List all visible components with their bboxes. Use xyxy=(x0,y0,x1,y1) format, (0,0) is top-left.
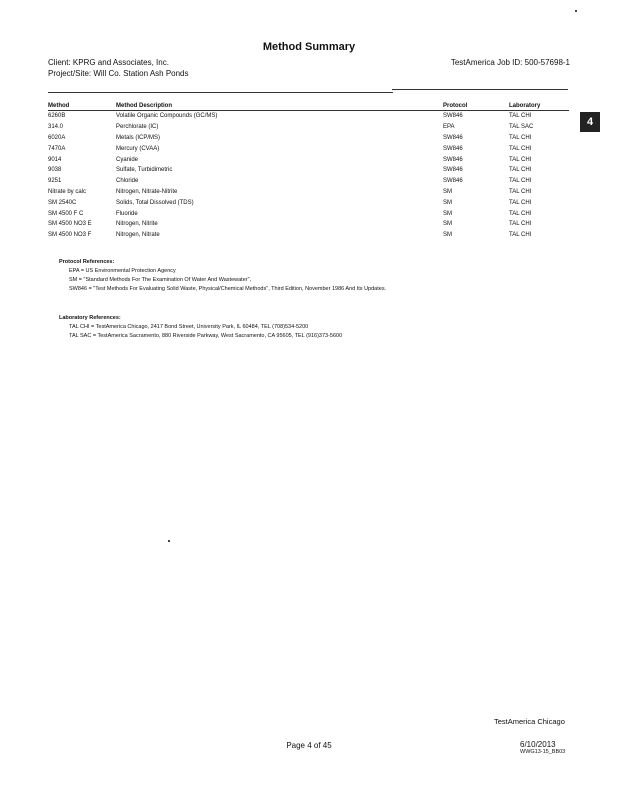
laboratory-cell: TAL CHI xyxy=(509,232,532,239)
laboratory-cell: TAL CHI xyxy=(509,113,532,120)
method-cell: 6020A xyxy=(48,134,66,141)
laboratory-cell: TAL CHI xyxy=(509,178,532,185)
protocol-cell: SM xyxy=(443,188,452,195)
page-number: Page 4 of 45 xyxy=(286,741,332,750)
protocol-cell: SM xyxy=(443,210,452,217)
protocol-cell: SW846 xyxy=(443,167,463,174)
footer-code: WWG13-15_BB03 xyxy=(520,749,566,755)
protocol-cell: SW846 xyxy=(443,134,463,141)
method-cell: Nitrate by calc xyxy=(48,188,87,195)
project-line: Project/Site: Will Co. Station Ash Ponds xyxy=(48,69,189,78)
table-row xyxy=(48,154,569,165)
laboratory-cell: TAL CHI xyxy=(509,145,532,152)
method-cell: 9251 xyxy=(48,178,62,185)
protocol-references-heading: Protocol References: xyxy=(59,259,115,265)
job-id: TestAmerica Job ID: 500-57698-1 xyxy=(450,58,570,67)
description-cell: Nitrogen, Nitrate-Nitrite xyxy=(116,188,178,195)
method-table xyxy=(48,102,569,241)
protocol-cell: SW846 xyxy=(443,156,463,163)
protocol-cell: SM xyxy=(443,221,452,228)
laboratory-cell: TAL CHI xyxy=(509,210,532,217)
table-row xyxy=(48,187,569,198)
footer-lab-name: TestAmerica Chicago xyxy=(494,717,565,726)
method-cell: 9038 xyxy=(48,167,62,174)
protocol-reference-item: SM = "Standard Methods For The Examination Of Water And Wastewater", xyxy=(69,277,252,283)
page-title: Method Summary xyxy=(262,41,356,53)
description-cell: Solids, Total Dissolved (TDS) xyxy=(116,199,194,206)
description-cell: Fluoride xyxy=(116,210,138,217)
table-row xyxy=(48,122,569,133)
description-cell: Chloride xyxy=(116,178,139,185)
description-cell: Sulfate, Turbidimetric xyxy=(116,167,173,174)
method-cell: SM 4500 NO3 F xyxy=(48,232,92,239)
table-row xyxy=(48,165,569,176)
protocol-references xyxy=(59,259,386,292)
method-cell: SM 2540C xyxy=(48,199,77,206)
table-row xyxy=(48,143,569,154)
method-cell: 6260B xyxy=(48,113,66,120)
table-row xyxy=(48,208,569,219)
laboratory-references xyxy=(59,315,342,339)
table-row xyxy=(48,111,569,122)
table-row xyxy=(48,197,569,208)
table-row xyxy=(48,133,569,144)
table-row xyxy=(48,176,569,187)
method-cell: SM 4500 F C xyxy=(48,210,84,217)
method-cell: 9014 xyxy=(48,156,62,163)
section-tab: 4 xyxy=(580,112,600,132)
protocol-reference-item: EPA = US Environmental Protection Agency xyxy=(69,268,176,274)
laboratory-cell: TAL CHI xyxy=(509,134,532,141)
laboratory-cell: TAL SAC xyxy=(509,124,534,131)
protocol-cell: EPA xyxy=(443,124,455,131)
protocol-reference-item: SW846 = "Test Methods For Evaluating Solid Waste, Physical/Chemical Methods", Third Edition, November 1986 And Its Updates. xyxy=(69,286,387,292)
laboratory-cell: TAL CHI xyxy=(509,167,532,174)
laboratory-cell: TAL CHI xyxy=(509,156,532,163)
column-header-laboratory: Laboratory xyxy=(509,102,569,111)
laboratory-cell: TAL CHI xyxy=(509,199,532,206)
laboratory-references-heading: Laboratory References: xyxy=(59,315,121,321)
method-cell: 314.0 xyxy=(48,124,64,131)
header-divider xyxy=(48,92,393,93)
column-header-method: Method xyxy=(48,102,116,111)
protocol-cell: SW846 xyxy=(443,145,463,152)
protocol-cell: SW846 xyxy=(443,178,463,185)
scan-speck xyxy=(168,540,170,542)
column-header-protocol: Protocol xyxy=(443,102,509,111)
laboratory-cell: TAL CHI xyxy=(509,221,532,228)
table-row xyxy=(48,219,569,230)
description-cell: Nitrogen, Nitrite xyxy=(116,221,158,228)
protocol-cell: SM xyxy=(443,199,452,206)
description-cell: Mercury (CVAA) xyxy=(116,145,160,152)
client-line: Client: KPRG and Associates, Inc. xyxy=(48,58,169,67)
description-cell: Metals (ICP/MS) xyxy=(116,134,161,141)
laboratory-cell: TAL CHI xyxy=(509,188,532,195)
table-row xyxy=(48,230,569,241)
laboratory-reference-item: TAL CHI = TestAmerica Chicago, 2417 Bond Street, University Park, IL 60484, TEL (708)534-5200 xyxy=(69,324,309,330)
laboratory-reference-item: TAL SAC = TestAmerica Sacramento, 880 Riverside Parkway, West Sacramento, CA 95605, TEL (916)373-5600 xyxy=(69,333,343,339)
table-header-row xyxy=(48,102,569,111)
protocol-cell: SM xyxy=(443,232,452,239)
header-divider-right xyxy=(392,89,568,90)
description-cell: Nitrogen, Nitrate xyxy=(116,232,160,239)
scan-speck xyxy=(575,10,577,12)
protocol-cell: SW846 xyxy=(443,113,463,120)
column-header-description: Method Description xyxy=(116,102,443,111)
description-cell: Perchlorate (IC) xyxy=(116,124,159,131)
method-cell: SM 4500 NO3 E xyxy=(48,221,92,228)
description-cell: Volatile Organic Compounds (GC/MS) xyxy=(116,113,218,120)
description-cell: Cyanide xyxy=(116,156,139,163)
method-cell: 7470A xyxy=(48,145,66,152)
footer-date: 6/10/2013 xyxy=(520,740,556,749)
